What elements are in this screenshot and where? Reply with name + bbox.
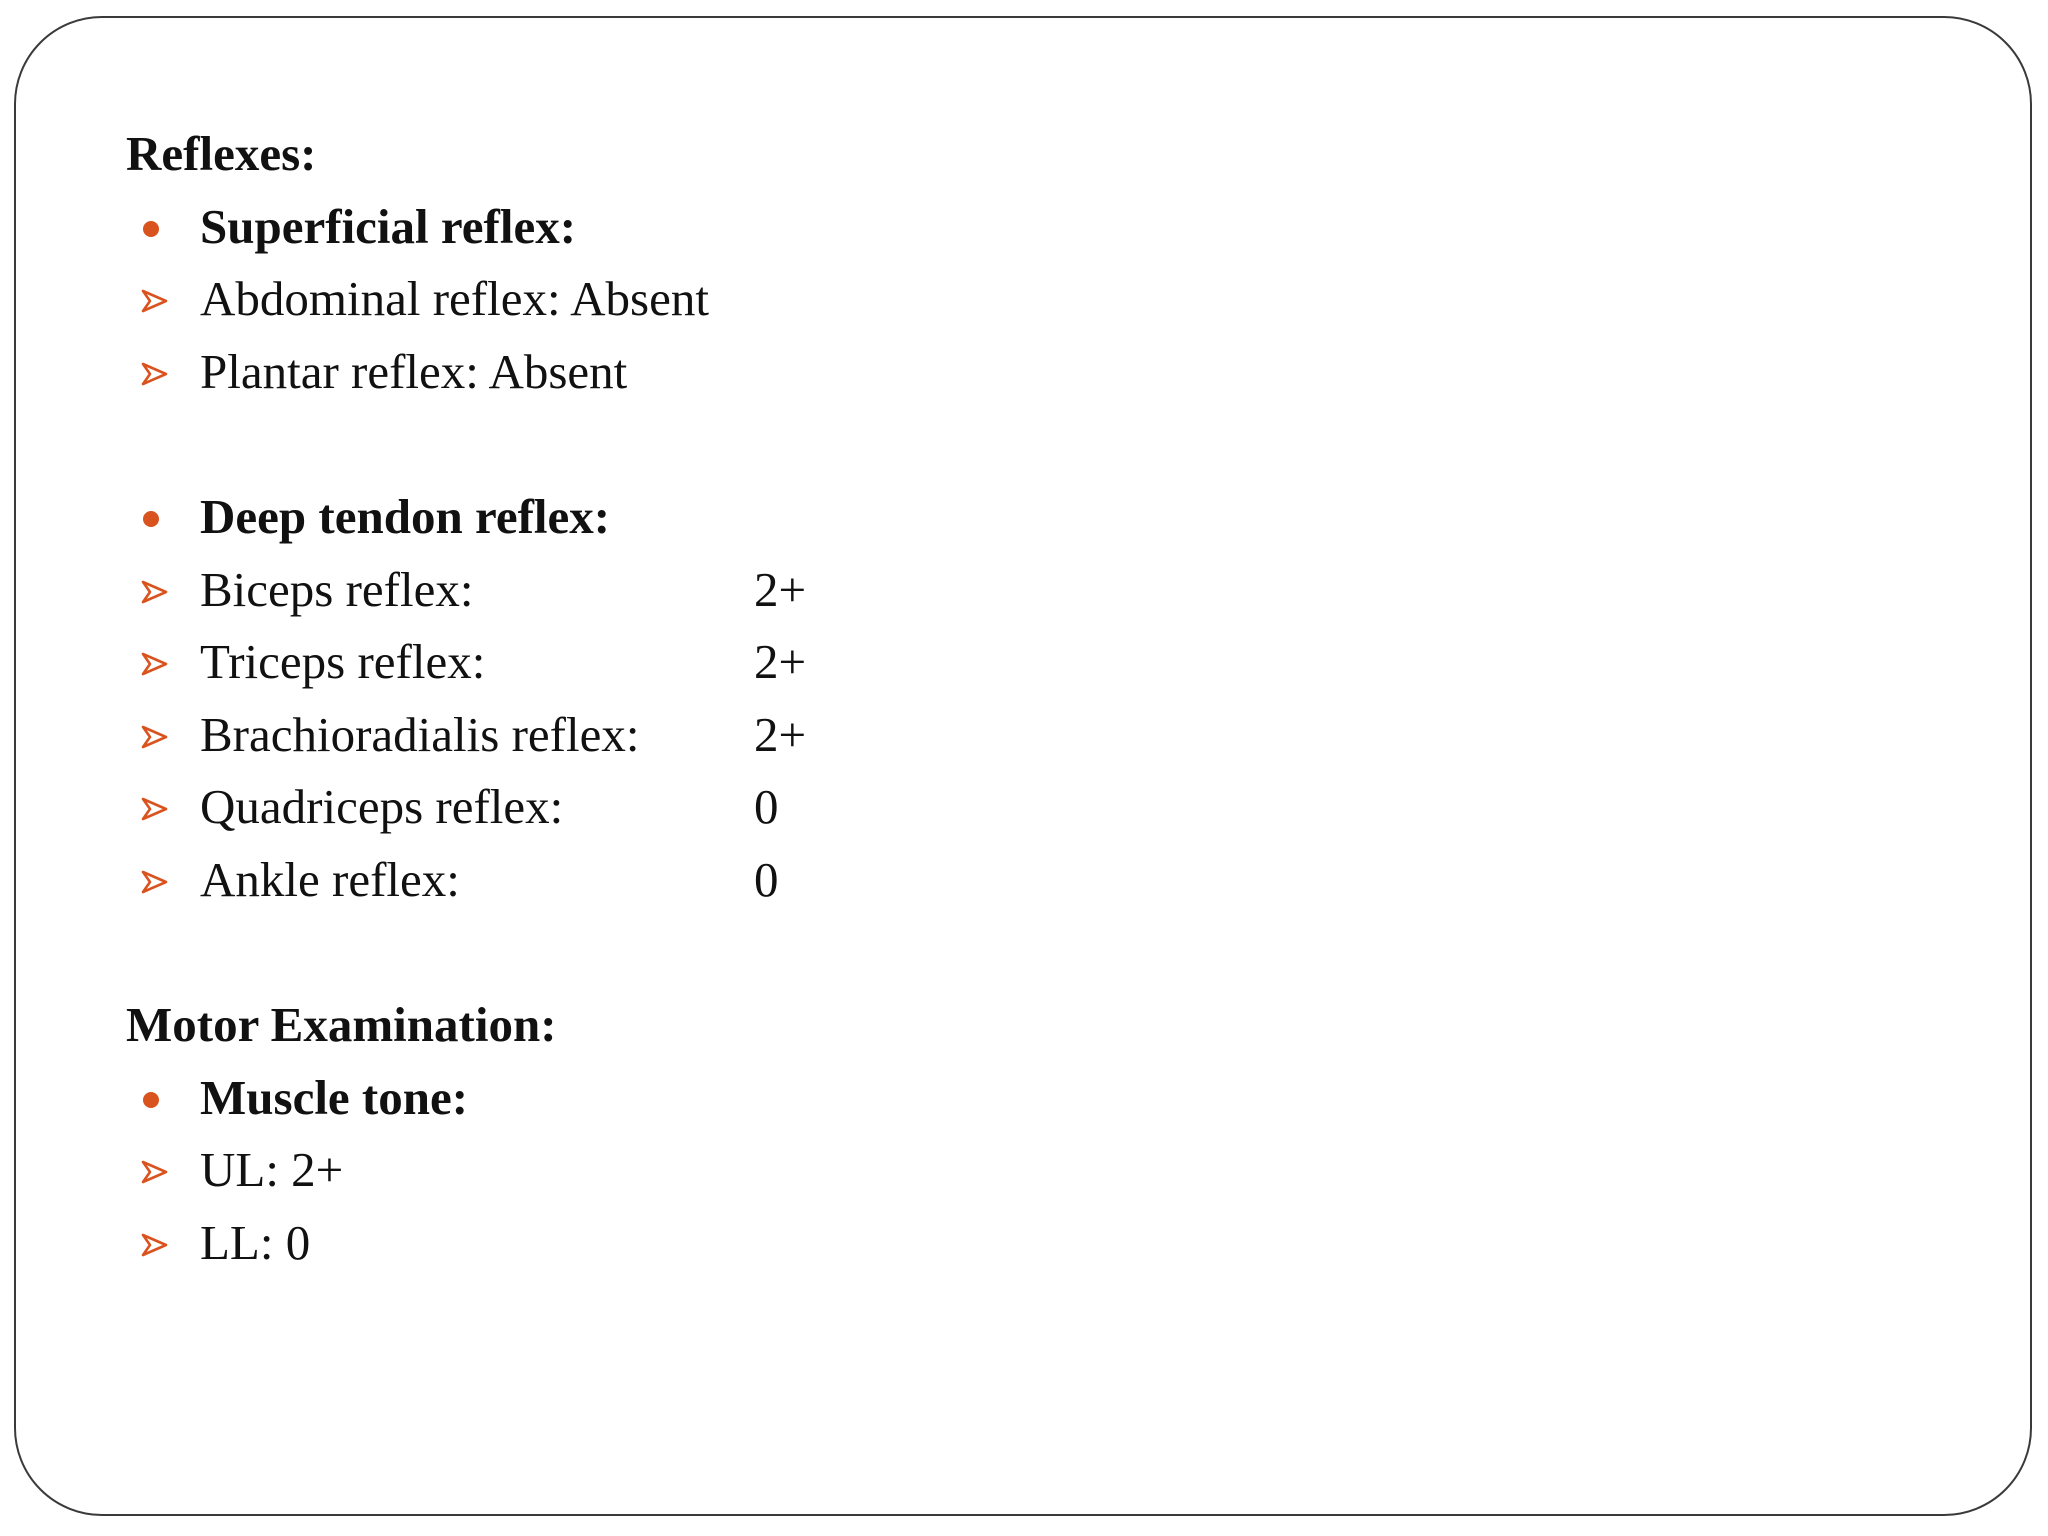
list-item: [126, 336, 1926, 409]
circle-bullet-icon: [143, 1092, 159, 1108]
muscle-tone-heading: Muscle tone:: [200, 1069, 469, 1125]
muscle-tone-bullet: [126, 1062, 1926, 1135]
arrowhead-bullet-icon: [140, 578, 168, 606]
plantar-reflex-text: Plantar reflex: Absent: [200, 343, 628, 399]
quadriceps-reflex-label: Quadriceps reflex:: [200, 779, 564, 835]
list-item: [126, 554, 1926, 627]
circle-bullet-icon: [143, 221, 159, 237]
arrowhead-bullet-icon: [140, 868, 168, 896]
list-item: [126, 844, 1926, 917]
slide-frame: [14, 16, 2032, 1516]
brachioradialis-reflex-value: 2+: [754, 706, 807, 762]
arrowhead-bullet-icon: [140, 795, 168, 823]
superficial-reflex-heading: Superficial reflex:: [200, 198, 577, 254]
biceps-reflex-value: 2+: [754, 561, 807, 617]
spacer: [126, 917, 1926, 990]
arrowhead-bullet-icon: [140, 723, 168, 751]
list-item: [126, 626, 1926, 699]
abdominal-reflex-text: Abdominal reflex: Absent: [200, 271, 709, 327]
biceps-reflex-label: Biceps reflex:: [200, 561, 474, 617]
motor-examination-title: Motor Examination:: [126, 997, 557, 1053]
list-item: [126, 1207, 1926, 1280]
arrowhead-bullet-icon: [140, 360, 168, 388]
arrowhead-bullet-icon: [140, 1231, 168, 1259]
brachioradialis-reflex-label: Brachioradialis reflex:: [200, 706, 640, 762]
list-item: [126, 1134, 1926, 1207]
quadriceps-reflex-value: 0: [754, 779, 779, 835]
upper-limb-tone-text: UL: 2+: [200, 1142, 344, 1198]
slide-content: [126, 118, 1926, 1280]
arrowhead-bullet-icon: [140, 287, 168, 315]
lower-limb-tone-text: LL: 0: [200, 1214, 311, 1270]
superficial-reflex-bullet: [126, 191, 1926, 264]
list-item: [126, 771, 1926, 844]
triceps-reflex-label: Triceps reflex:: [200, 634, 486, 690]
deep-tendon-reflex-heading: Deep tendon reflex:: [200, 488, 611, 544]
deep-tendon-reflex-bullet: [126, 481, 1926, 554]
list-item: [126, 263, 1926, 336]
ankle-reflex-label: Ankle reflex:: [200, 851, 460, 907]
spacer: [126, 408, 1926, 481]
arrowhead-bullet-icon: [140, 1158, 168, 1186]
ankle-reflex-value: 0: [754, 851, 779, 907]
arrowhead-bullet-icon: [140, 650, 168, 678]
triceps-reflex-value: 2+: [754, 634, 807, 690]
reflexes-title: Reflexes:: [126, 126, 317, 181]
circle-bullet-icon: [143, 511, 159, 527]
list-item: [126, 699, 1926, 772]
